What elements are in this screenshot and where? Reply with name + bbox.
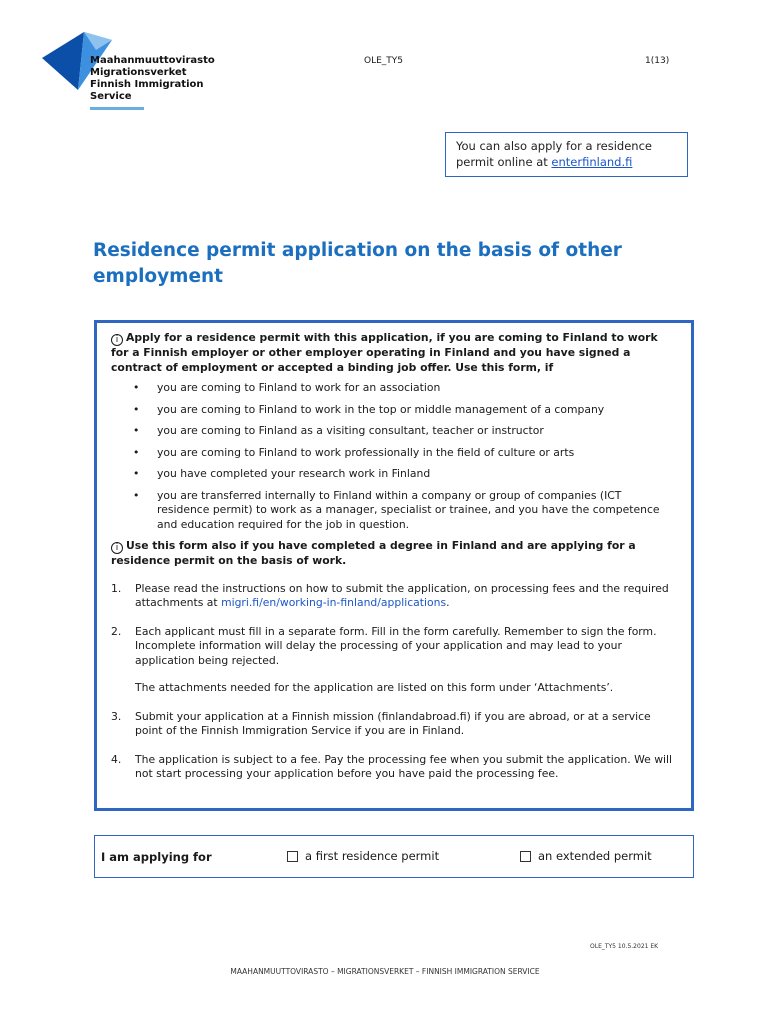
step-number: 4.: [111, 752, 122, 766]
eligibility-list: [111, 381, 677, 532]
extended-permit-label: an extended permit: [538, 849, 652, 863]
attachments-note: The attachments needed for the application are listed on this form under ‘Attachments’.: [135, 681, 614, 694]
document-code: OLE_TY5: [364, 56, 404, 66]
step-text: Each applicant must fill in a separate form. Fill in the form carefully. Remember to sign the form. Incomplete information will delay the processing of your application and may lead to your application being rejected.: [135, 624, 657, 667]
extended-permit-option[interactable]: [520, 849, 652, 863]
application-type-section: [94, 835, 694, 878]
info-icon: i: [111, 334, 123, 346]
step-number: 3.: [111, 709, 122, 723]
step-number: 1.: [111, 581, 122, 595]
steps-list: [111, 582, 677, 782]
step-text: Please read the instructions on how to submit the application, on processing fees and the required attachments at: [135, 581, 669, 609]
step-text: Submit your application at a Finnish mission (finlandabroad.fi) if you are abroad, or at a service point of the Finnish Immigration Service if you are in Finland.: [135, 709, 651, 737]
enterfinland-link[interactable]: enterfinland.fi: [551, 155, 633, 169]
page-number: 1(13): [645, 56, 670, 66]
first-permit-checkbox[interactable]: [287, 851, 298, 862]
online-application-note: [445, 132, 688, 177]
form-version: OLE_TY5 10.5.2021 EK: [590, 943, 659, 950]
migri-link[interactable]: migri.fi/en/working-in-finland/applications: [221, 596, 447, 609]
degree-note-text: Use this form also if you have completed a degree in Finland and are applying for a residence permit on the basis of work.: [111, 539, 636, 567]
step-item: [111, 582, 677, 611]
agency-name-fi: Maahanmuuttovirasto: [90, 55, 215, 66]
intro-paragraph: [111, 331, 677, 375]
list-item: • you are transferred internally to Finland within a company or group of companies (ICT residence permit) to work as a manager, specialist or trainee, and you have the competence and education required for the job in question.: [111, 489, 677, 533]
online-note-text: You can also apply for a residence permit online at: [456, 139, 652, 169]
step-item: [111, 710, 677, 739]
info-icon: i: [111, 542, 123, 554]
instructions-box: [94, 320, 694, 811]
list-item: • you are coming to Finland to work professionally in the field of culture or arts: [111, 446, 677, 461]
first-permit-option[interactable]: [287, 849, 439, 863]
page-title: Residence permit application on the basis of other employment: [93, 240, 622, 287]
step-number: 2.: [111, 624, 122, 638]
application-type-label: I am applying for: [101, 850, 212, 864]
step-punct: .: [446, 596, 450, 609]
page-footer: MAAHANMUUTTOVIRASTO – MIGRATIONSVERKET – FINNISH IMMIGRATION SERVICE: [230, 967, 540, 976]
agency-name-sv: Migrationsverket: [90, 67, 187, 78]
agency-name: [90, 55, 240, 103]
step-item: [111, 753, 677, 782]
extended-permit-checkbox[interactable]: [520, 851, 531, 862]
list-item: • you are coming to Finland to work for an association: [111, 381, 677, 396]
step-text: The application is subject to a fee. Pay the processing fee when you submit the application. We will not start processing your application before you have paid the processing fee.: [135, 752, 673, 780]
step-item: [111, 625, 677, 696]
list-item: • you are coming to Finland as a visiting consultant, teacher or instructor: [111, 424, 677, 439]
agency-name-en: Finnish Immigration Service: [90, 79, 204, 102]
first-permit-label: a first residence permit: [305, 849, 440, 863]
list-item: • you have completed your research work in Finland: [111, 467, 677, 482]
logo-underline: [90, 107, 144, 110]
list-item: • you are coming to Finland to work in the top or middle management of a company: [111, 403, 677, 418]
degree-note: [111, 539, 677, 569]
intro-text: Apply for a residence permit with this application, if you are coming to Finland to work for a Finnish employer or other employer operating in Finland and you have signed a contract of employment or accepted a binding job offer. Use this form, if: [111, 331, 658, 374]
